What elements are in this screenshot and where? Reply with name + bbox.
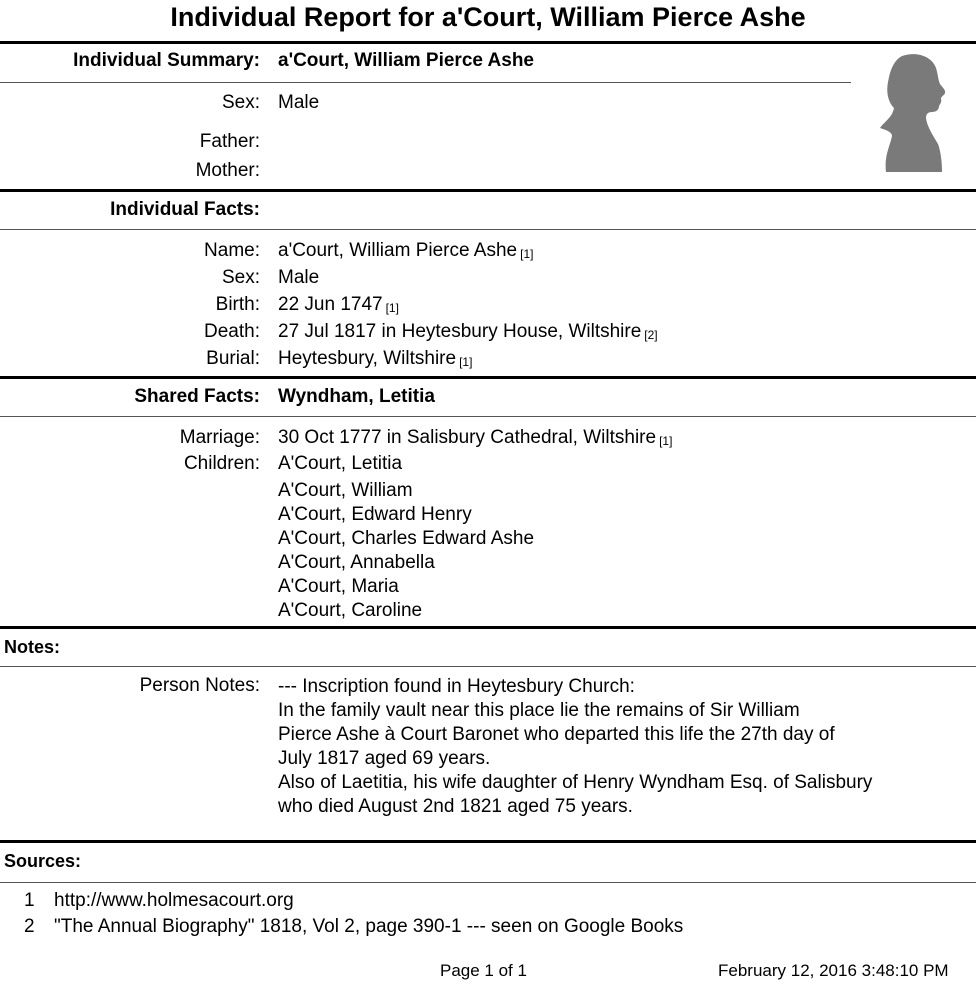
summary-label: Individual Summary: [73,50,260,71]
source-number: 2 [24,916,35,937]
marriage-value: 30 Oct 1777 in Salisbury Cathedral, Wiltshire [1] [278,427,673,448]
sources-label: Sources: [4,851,82,871]
fact-birth-label: Birth: [215,294,260,315]
citation[interactable]: [2] [644,328,658,342]
print-timestamp: February 12, 2016 3:48:10 PM [718,961,949,980]
mother-label: Mother: [195,160,260,181]
summary-sex-label: Sex: [221,92,260,113]
page-number: Page 1 of 1 [440,961,527,980]
note-line: Pierce Ashe à Court Baronet who departed this life the 27th day of [278,724,835,745]
children-label: Children: [183,453,260,474]
facts-rule [0,229,976,230]
section-rule [0,840,976,843]
sources-rule [0,882,976,883]
citation[interactable]: [1] [459,355,473,369]
notes-label: Notes: [4,637,61,657]
fact-sex-label: Sex: [221,267,260,288]
person-notes-text [278,675,872,819]
person-notes-label: Person Notes: [139,675,260,696]
section-rule [0,189,976,192]
citation[interactable]: [1] [520,247,534,261]
section-rule [0,376,976,379]
child-item: A'Court, Caroline [278,600,423,621]
citation[interactable]: [1] [659,434,673,448]
source-link[interactable]: http://www.holmesacourt.org [54,890,294,911]
facts-label: Individual Facts: [110,199,260,220]
note-line: who died August 2nd 1821 aged 75 years. [278,796,633,817]
fact-name-value: a'Court, William Pierce Ashe [1] [278,240,534,261]
note-line: July 1817 aged 69 years. [278,748,491,769]
fact-name-label: Name: [204,240,260,261]
note-line: Also of Laetitia, his wife daughter of Henry Wyndham Esq. of Salisbury [278,772,873,793]
fact-burial-value: Heytesbury, Wiltshire [1] [278,348,473,369]
report-title: Individual Report for a'Court, William Pierce Ashe [170,2,806,32]
fact-birth-value: 22 Jun 1747 [1] [278,294,399,315]
summary-sex-value: Male [278,92,320,113]
summary-rule [0,82,851,83]
fact-death-label: Death: [204,321,260,342]
child-item: A'Court, Charles Edward Ashe [278,528,535,549]
child-item: A'Court, Letitia [278,453,403,474]
notes-rule [0,666,976,667]
child-item: A'Court, Annabella [278,552,435,573]
source-text: "The Annual Biography" 1818, Vol 2, page 390-1 --- seen on Google Books [54,916,684,937]
shared-rule [0,416,976,417]
source-number: 1 [24,890,35,911]
father-label: Father: [199,131,260,152]
fact-burial-label: Burial: [206,348,260,369]
section-rule [0,626,976,629]
note-line: In the family vault near this place lie the remains of Sir William [278,700,800,721]
child-item: A'Court, William [278,480,413,501]
marriage-label: Marriage: [179,427,260,448]
title-rule [0,41,976,44]
silhouette-icon [872,52,952,172]
fact-death-value: 27 Jul 1817 in Heytesbury House, Wiltshire [2] [278,321,658,342]
child-item: A'Court, Maria [278,576,399,597]
child-item: A'Court, Edward Henry [278,504,472,525]
citation[interactable]: [1] [385,301,399,315]
spouse-name: Wyndham, Letitia [278,386,435,407]
fact-sex-value: Male [278,267,320,288]
note-line: --- Inscription found in Heytesbury Church: [278,676,635,697]
summary-name: a'Court, William Pierce Ashe [278,50,534,71]
shared-label: Shared Facts: [134,386,260,407]
